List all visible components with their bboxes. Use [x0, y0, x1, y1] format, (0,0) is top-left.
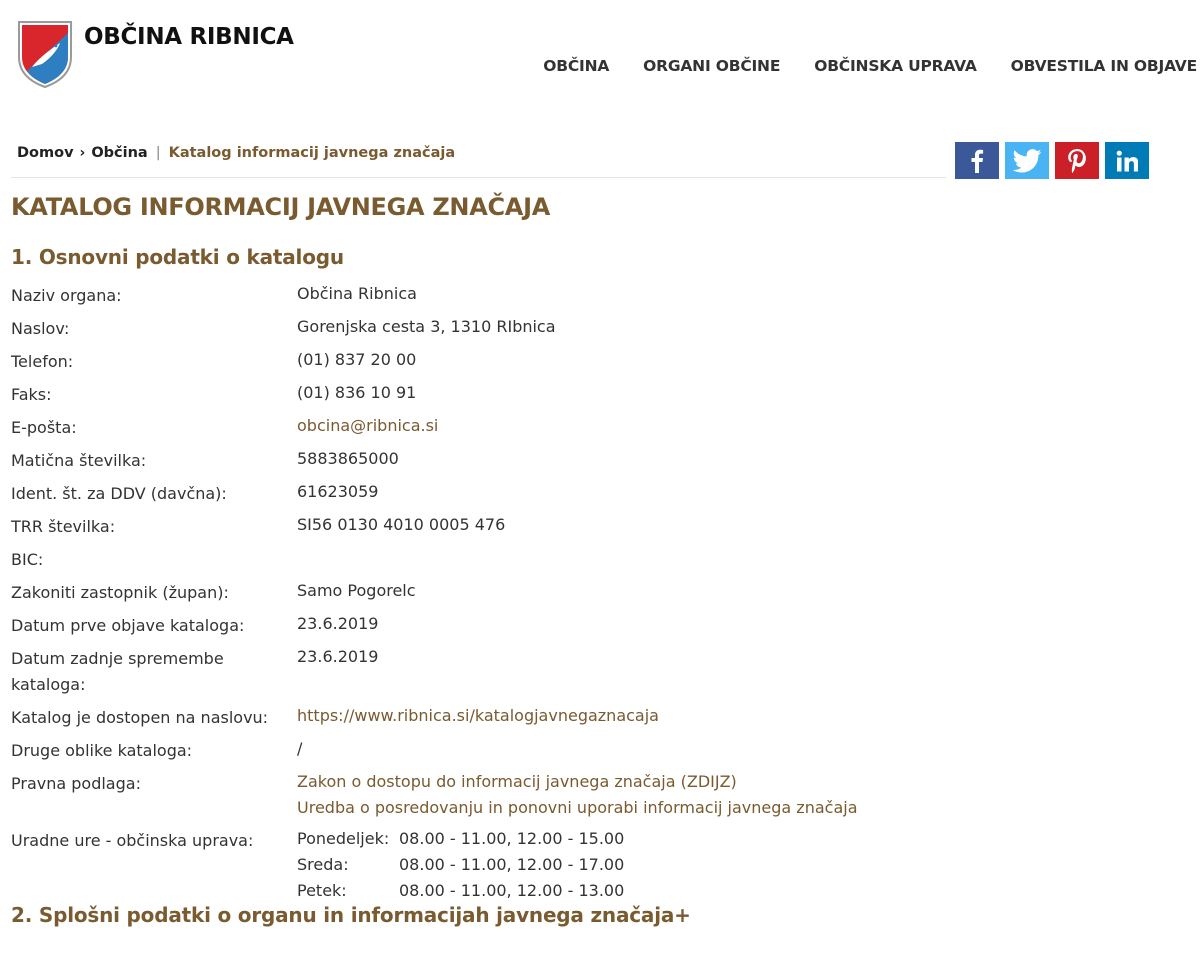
pinterest-share-button[interactable] — [1055, 142, 1099, 179]
email-link[interactable]: obcina@ribnica.si — [297, 416, 439, 435]
office-hours-time: 08.00 - 11.00, 12.00 - 13.00 — [399, 881, 625, 900]
twitter-share-button[interactable] — [1005, 142, 1049, 179]
label-zakoniti-zastopnik: Zakoniti zastopnik (župan): — [11, 583, 229, 602]
pinterest-icon — [1068, 149, 1086, 173]
row-naslov-kataloga — [11, 703, 931, 731]
site-title[interactable]: OBČINA RIBNICA — [84, 24, 294, 50]
section-2-toggle[interactable] — [11, 903, 691, 927]
label-e-posta: E-pošta: — [11, 418, 77, 437]
row-faks — [11, 380, 931, 408]
nav-obcinska-uprava[interactable]: OBČINSKA UPRAVA — [814, 57, 977, 75]
value-naziv-organa: Občina Ribnica — [297, 284, 417, 303]
label-trr: TRR številka: — [11, 517, 116, 536]
row-datum-zadnje-spremembe — [11, 644, 931, 698]
twitter-icon — [1012, 149, 1042, 173]
label-bic: BIC: — [11, 550, 44, 569]
section-2-title: 2. Splošni podatki o organu in informacijah javnega značaja — [11, 903, 675, 927]
value-naslov: Gorenjska cesta 3, 1310 RIbnica — [297, 317, 556, 336]
value-maticna-stevilka: 5883865000 — [297, 449, 399, 468]
value-druge-oblike: / — [297, 739, 303, 758]
label-naslov: Naslov: — [11, 319, 70, 338]
row-telefon — [11, 347, 931, 375]
row-datum-prve-objave — [11, 611, 931, 639]
breadcrumb-home[interactable]: Domov — [17, 145, 74, 161]
row-ddv — [11, 479, 931, 507]
row-zakoniti-zastopnik — [11, 578, 931, 606]
office-hours-day: Sreda: — [297, 855, 349, 874]
value-zakoniti-zastopnik: Samo Pogorelc — [297, 581, 416, 600]
breadcrumb-divider — [11, 177, 946, 178]
social-share — [955, 142, 1149, 179]
value-bic — [297, 545, 931, 573]
catalog-url-link[interactable]: https://www.ribnica.si/katalogjavnegaznacaja — [297, 706, 659, 725]
row-e-posta — [11, 413, 931, 441]
facebook-share-button[interactable] — [955, 142, 999, 179]
row-uradne-ure — [11, 826, 931, 904]
zdijz-law-link[interactable]: Zakon o dostopu do informacij javnega značaja (ZDIJZ) — [297, 772, 737, 791]
page-title: KATALOG INFORMACIJ JAVNEGA ZNAČAJA — [11, 193, 550, 221]
row-naslov — [11, 314, 931, 342]
value-datum-zadnje-spremembe: 23.6.2019 — [297, 647, 379, 666]
label-faks: Faks: — [11, 385, 52, 404]
office-hours-time: 08.00 - 11.00, 12.00 - 17.00 — [399, 855, 625, 874]
label-maticna-stevilka: Matična številka: — [11, 451, 147, 470]
breadcrumb-obcina[interactable]: Občina — [91, 145, 148, 161]
value-faks: (01) 836 10 91 — [297, 383, 417, 402]
label-pravna-podlaga: Pravna podlaga: — [11, 774, 141, 793]
value-telefon: (01) 837 20 00 — [297, 350, 417, 369]
row-maticna-stevilka — [11, 446, 931, 474]
label-naslov-kataloga: Katalog je dostopen na naslovu: — [11, 708, 269, 727]
value-trr: SI56 0130 4010 0005 476 — [297, 515, 506, 534]
label-telefon: Telefon: — [11, 352, 74, 371]
row-druge-oblike — [11, 736, 931, 764]
municipality-crest-logo[interactable] — [16, 19, 74, 89]
label-datum-zadnje-spremembe: Datum zadnje spremembe kataloga: — [11, 649, 224, 694]
row-naziv-organa — [11, 281, 931, 309]
breadcrumb — [17, 145, 455, 161]
label-uradne-ure: Uradne ure - občinska uprava: — [11, 831, 254, 850]
label-ddv: Ident. št. za DDV (davčna): — [11, 484, 227, 503]
row-pravna-podlaga — [11, 769, 931, 821]
nav-organi-obcine[interactable]: ORGANI OBČINE — [643, 57, 781, 75]
nav-obcina[interactable]: OBČINA — [543, 57, 610, 75]
catalog-info-table — [11, 281, 931, 909]
breadcrumb-separator: | — [155, 145, 161, 161]
office-hours-table — [297, 826, 931, 904]
row-trr — [11, 512, 931, 540]
chevron-right-icon: › — [79, 145, 86, 161]
label-druge-oblike: Druge oblike kataloga: — [11, 741, 193, 760]
breadcrumb-current: Katalog informacij javnega značaja — [168, 145, 456, 161]
office-hours-time: 08.00 - 11.00, 12.00 - 15.00 — [399, 829, 625, 848]
label-datum-prve-objave: Datum prve objave kataloga: — [11, 616, 245, 635]
expand-plus-icon[interactable]: + — [674, 903, 691, 927]
value-datum-prve-objave: 23.6.2019 — [297, 614, 379, 633]
nav-obvestila-in-objave[interactable]: OBVESTILA IN OBJAVE — [1010, 57, 1197, 75]
office-hours-day: Petek: — [297, 881, 347, 900]
linkedin-icon — [1116, 150, 1138, 172]
value-ddv: 61623059 — [297, 482, 379, 501]
office-hours-day: Ponedeljek: — [297, 829, 390, 848]
facebook-icon — [970, 149, 984, 173]
label-naziv-organa: Naziv organa: — [11, 286, 122, 305]
uredba-link[interactable]: Uredba o posredovanju in ponovni uporabi informacij javnega značaja — [297, 798, 858, 817]
linkedin-share-button[interactable] — [1105, 142, 1149, 179]
section-1-title: 1. Osnovni podatki o katalogu — [11, 245, 344, 269]
main-navigation — [543, 57, 1197, 75]
row-bic — [11, 545, 931, 573]
